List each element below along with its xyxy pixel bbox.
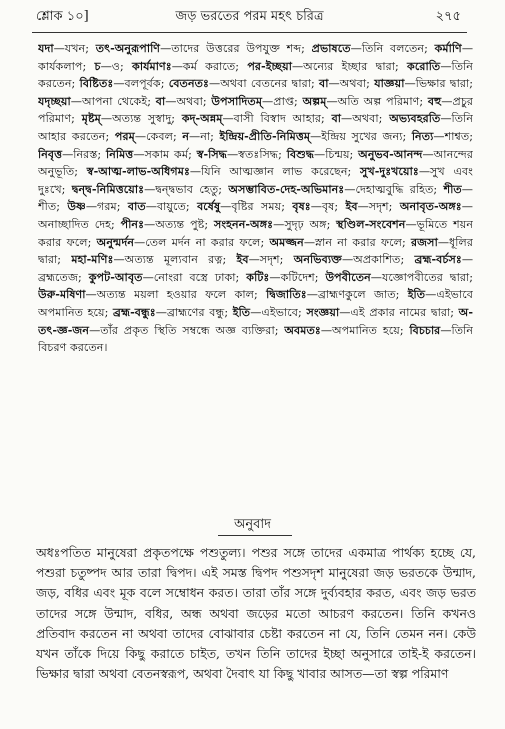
synonym-term: যদা [38, 41, 54, 55]
synonym-meaning: —তাঁর প্রকৃত স্থিতি সম্বন্ধে অজ্ঞ ব্যক্তিরা; [89, 323, 285, 337]
synonym-meaning: —নিরস্ত; [62, 147, 107, 161]
synonym-term: বিচচার [409, 322, 441, 337]
synonym-term: পীনঃ [120, 216, 145, 231]
synonym-meaning: —ভূমিতে শয়ন করার ফলে; [38, 217, 473, 249]
synonym-meaning: —ভিক্ষার দ্বারা; [404, 77, 473, 91]
synonym-term: অভ্যবহরতি [389, 111, 441, 126]
synonym-meaning: —যখন; [53, 42, 96, 55]
synonym-term: চ [94, 58, 101, 73]
header-rule [32, 32, 467, 33]
synonym-term: ইব [236, 252, 249, 267]
synonym-term: বিশুদ্ধ [286, 146, 315, 161]
synonym-term: অনভিব্যক্ত [293, 252, 342, 267]
synonym-meaning: —অত্যন্ত ময়লা হওয়ার ফলে কাল; [85, 288, 267, 302]
synonym-term: কদ্-অন্নম্ [181, 111, 223, 126]
synonym-term: বহু [427, 93, 442, 108]
synonym-term: উরু-মষিণা [38, 287, 86, 302]
synonym-term: মৃষ্টম্ [81, 111, 101, 126]
section-title: অনুবাদ [234, 517, 271, 532]
synonym-term: পর-ইচ্ছয়া [247, 58, 292, 73]
synonym-term: যদৃচ্ছয়া [38, 93, 71, 108]
synonym-meaning: —অনাচ্ছাদিত দেহ; [38, 200, 473, 231]
synonym-term: বেতনতঃ [168, 76, 209, 91]
synonym-term: বর্ষেষু [197, 199, 221, 214]
synonym-meaning: —প্রাপ্ত; [262, 94, 303, 108]
synonym-term: অবমতঃ [284, 322, 321, 337]
synonym-term: কর্মাণি [434, 41, 462, 55]
synonym-term: দ্বন্দ্ব-নিমিত্তয়োঃ [71, 181, 145, 196]
synonym-meaning: —অথবা; [341, 112, 390, 126]
synonym-meaning: —আনন্দের অনুভূতি; [38, 147, 473, 179]
synonym-meaning: —স্বতঃসিদ্ধ; [226, 147, 287, 161]
synonym-meaning: —এইভাবে; [250, 305, 307, 319]
synonym-term: করোতি [407, 58, 441, 73]
synonym-meaning: —সকাম কর্ম; [133, 147, 197, 161]
synonym-meaning: —অপ্রকাশিত; [341, 253, 415, 267]
synonym-meaning: —না; [189, 129, 220, 143]
synonym-term: ইন্দ্রিয়-প্রীতি-নিমিত্তম্ [219, 128, 311, 143]
synonym-term: প্রভাষতে [311, 41, 351, 55]
synonym-meaning: —তিনি বিচরণ করতেন। [38, 323, 473, 355]
synonym-term: ব্রহ্ম-বর্চসঃ [414, 252, 462, 267]
synonym-meaning: —তিনি বলতেন; [350, 42, 435, 55]
synonym-term: বা [319, 76, 329, 91]
synonym-meaning: —অথবা; [165, 94, 212, 108]
synonym-term: নিত্য [411, 128, 434, 143]
synonym-term: সংহনন-অঙ্গঃ [213, 216, 274, 231]
synonym-meaning: —কটিদেশ; [269, 270, 326, 284]
synonym-term: ব্রহ্ম-বন্ধুঃ [113, 304, 156, 319]
synonym-meaning: —চিন্ময়; [314, 147, 359, 161]
synonym-meaning: —বৃষ্টির সময়; [220, 200, 293, 214]
synonym-term: ইব [345, 199, 358, 214]
synonym-meaning: —শীত; [38, 182, 473, 214]
synonym-term: উপসাদিতম্ [211, 93, 263, 108]
synonym-term: উপবীতেন [325, 269, 371, 284]
synonym-term: স্ব-সিদ্ধ [196, 146, 227, 161]
synonym-term: স্ব-আত্ম-লাভ-অধিগমঃ [86, 164, 190, 179]
synonym-term: স্থণ্ডিল-সংবেশন [336, 216, 406, 231]
synonym-term: ইতি [407, 287, 426, 302]
synonym-meaning: —অতি অল্প পরিমাণ; [326, 94, 428, 108]
synonym-meaning: —সুখ এবং দুঃখে; [38, 165, 473, 196]
synonym-meaning: —ব্রাহ্মণকুলে জাত; [306, 288, 408, 302]
synonym-term: মহা-মণিঃ [71, 252, 114, 267]
synonym-meaning: —এই প্রকার নামের দ্বারা; [339, 305, 459, 319]
synonym-term: শীত [443, 181, 462, 196]
synonym-meaning: —কর্ম করাতে; [171, 59, 248, 73]
synonym-term: অনুভব-আনন্দ [358, 146, 423, 161]
synonym-meaning: —অন্যের ইচ্ছার দ্বারা; [291, 59, 407, 73]
synonym-meaning: —কার্যকলাপ; [38, 42, 473, 73]
synonym-term: তৎ-অনুরূপাণি [95, 41, 161, 55]
synonym-meaning: —এইভাবে অপমানিত হয়ে; [38, 288, 473, 319]
synonym-term: ইতি [232, 304, 251, 319]
synonym-term: অনুন্মর্দন [96, 234, 135, 249]
synonym-term: যাজ্ঞয়া [374, 76, 405, 91]
synonym-term: উষ্ণ [67, 199, 86, 214]
synonym-term: অসম্ভাবিত-দেহ-অভিমানঃ [228, 181, 345, 196]
synonym-meaning: —সদৃশ; [357, 200, 400, 214]
synonym-meaning: —বৃষ; [310, 200, 346, 214]
synonym-term: রজসা [411, 234, 438, 249]
synonym-term: নিবৃত্ত [38, 146, 63, 161]
synonym-meaning: —গরম; [85, 200, 128, 214]
synonym-term: বিষ্টিতঃ [79, 76, 114, 91]
synonym-meaning: —অত্যন্ত মূল্যবান রত্ন; [113, 253, 237, 267]
synonym-meaning: —দেহাত্মবুদ্ধি রহিত; [344, 182, 444, 196]
synonym-meaning: —অত্যন্ত সুস্বাদু; [100, 112, 182, 126]
synonym-term: বাত [127, 199, 146, 214]
synonym-meaning: —দ্বন্দ্বভাব হেতু; [144, 182, 229, 196]
synonym-term: অমজ্জন [269, 234, 304, 249]
synonym-meaning: —স্নান না করার ফলে; [303, 235, 412, 249]
synonym-term: অ-তৎ-জ্ঞ-জন [38, 304, 473, 337]
synonym-term: বা [155, 93, 166, 108]
synonym-meaning: —তিনি আহার করতেন; [38, 112, 473, 143]
synonym-meaning: —ব্রাহ্মণের বন্ধু; [155, 305, 233, 319]
synonym-term: বা [331, 111, 342, 126]
synonym-meaning: —ও; [100, 59, 133, 73]
synonym-meaning: —অত্যন্ত পুষ্ট; [144, 217, 214, 231]
synonym-meaning: —যিনি আত্মজ্ঞান লাভ করেছেন; [189, 165, 360, 179]
synonym-term: বৃষঃ [292, 199, 311, 214]
synonym-term: কার্যমাণঃ [132, 58, 172, 73]
synonym-term: সংজ্ঞয়া [306, 304, 340, 319]
synonym-term: অনাবৃত-অঙ্গঃ [399, 199, 462, 214]
synonym-meaning: —ধূলির দ্বারা; [38, 235, 473, 267]
synonym-meaning: —তিনি করতেন; [38, 59, 473, 91]
synonym-term: কটিঃ [246, 269, 270, 284]
verse-reference: শ্লোক ১০] [36, 9, 89, 24]
synonym-meaning: —সুদৃঢ় অঙ্গ; [273, 217, 337, 231]
synonym-meaning: —বায়ুতে; [145, 200, 198, 214]
synonym-meaning: —আপনা থেকেই; [70, 94, 156, 108]
synonym-term: অল্পম্ [302, 93, 327, 108]
synonym-meaning: —যজ্ঞোপবীতের দ্বারা; [370, 270, 473, 284]
synonyms-paragraph [38, 40, 473, 357]
synonym-meaning: —অথবা; [328, 77, 375, 91]
synonym-meaning: —ইন্দ্রিয় সুখের জন্য; [310, 129, 412, 143]
synonym-meaning: —শাশ্বত; [433, 129, 473, 143]
section-title-underline [218, 535, 292, 536]
synonym-term: ন [182, 128, 190, 143]
synonym-meaning: —তেল মর্দন না করার ফলে; [134, 235, 270, 249]
page-number: ২৭৫ [435, 9, 461, 24]
page-header [30, 6, 469, 28]
synonym-term: সুখ-দুঃখয়োঃ [359, 164, 419, 179]
synonym-meaning: —প্রচুর পরিমাণ; [38, 94, 473, 126]
synonym-meaning: —বাসী বিস্বাদ আহার; [222, 112, 332, 126]
synonym-term: কুপট-আবৃত [88, 269, 143, 284]
synonym-meaning: —ব্রহ্মতেজ; [38, 253, 473, 284]
synonym-meaning: —অথবা বেতনের দ্বারা; [209, 77, 320, 91]
synonym-term: নিমিত্ত [106, 146, 134, 161]
synonym-term: দ্বিজাতিঃ [266, 287, 307, 302]
synonym-meaning: —নোংরা বস্ত্রে ঢাকা; [142, 270, 247, 284]
synonym-meaning: —বলপূর্বক; [113, 77, 169, 91]
synonym-meaning: —সদৃশ; [248, 253, 294, 267]
synonym-meaning: —কেবল; [134, 129, 183, 143]
synonym-term: পরম্ [114, 128, 135, 143]
translation-paragraph: অধঃপতিত মানুষেরা প্রকৃতপক্ষে পশুতুল্য। পশুর সঙ্গে তাদের একমাত্র পার্থক্য হচ্ছে যে, পশুরা চতুষ্পদ আর তারা দ্বিপদ। এই সমস্ত দ্বিপদ পশুসদৃশ মানুষেরা জড় ভরতকে উন্মাদ, জড়, বধির এবং মূক বলে সম্বোধন করত। তারা তাঁর সঙ্গে দুর্ব্যবহার করত, এবং জড় ভরত তাদের সঙ্গে উন্মাদ, বধির, অন্ধ অথবা জড়ের মতো আচরণ করতেন। তিনি কখনও প্রতিবাদ করতেন না অথবা তাদের বোঝাবার চেষ্টা করতেন না যে, তিনি তেমন নন। কেউ যখন তাঁকে দিয়ে কিছু করাতে চাইত, তখন তিনি তাদের ইচ্ছা অনুসারে তাই-ই করতেন। ভিক্ষার দ্বারা অথবা বেতনস্বরূপ, অথবা দৈবাৎ যা কিছু খাবার আসত—তা স্বল্প পরিমাণ [36, 545, 476, 682]
synonym-meaning: —অপমানিত হয়ে; [320, 323, 410, 337]
synonym-meaning: —তাদের উত্তরের উপযুক্ত শব্দ; [160, 42, 312, 55]
chapter-title: জড় ভরতের পরম মহৎ চরিত্র [175, 9, 324, 24]
